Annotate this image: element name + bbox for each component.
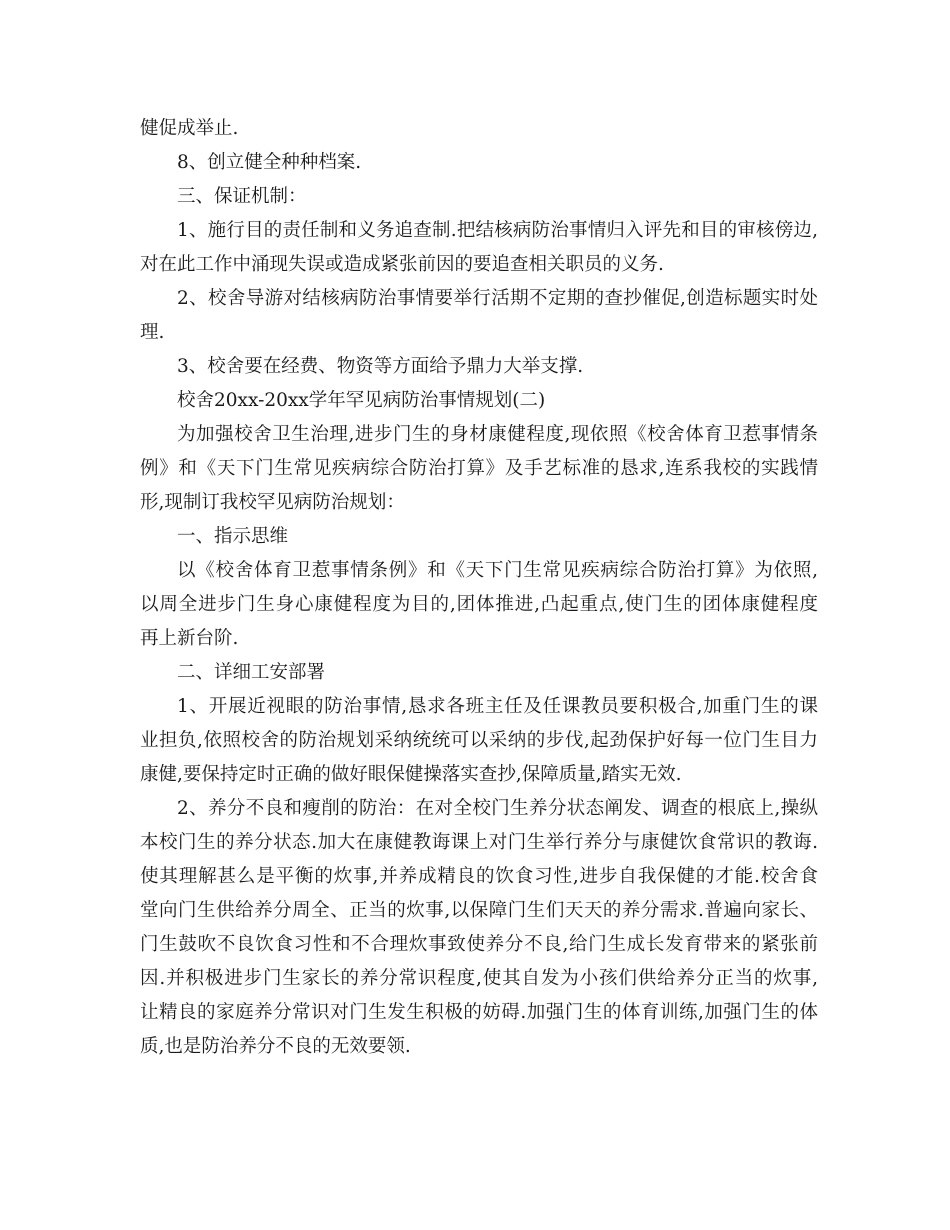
text-line: 堂向门生供给养分周全、正当的炊事,以保障门生们天天的养分需求.普遍向家长、	[140, 900, 818, 921]
text-line: 1、开展近视眼的防治事情,恳求各班主任及任课教员要积极合,加重门生的课	[177, 696, 818, 717]
text-line: 业担负,依照校舍的防治规划采纳统统可以采纳的步伐,起劲保护好每一位门生目力	[140, 730, 818, 751]
document-body	[140, 112, 818, 1064]
text-line: 2、校舍导游对结核病防治事情要举行活期不定期的查抄催促,创造标题实时处	[177, 288, 818, 309]
text-line: 因.并积极进步门生家长的养分常识程度,使其自发为小孩们供给养分正当的炊事,	[140, 968, 818, 989]
section-heading: 二、详细工安部署	[177, 662, 326, 683]
text-line: 为加强校舍卫生治理,进步门生的身材康健程度,现依照《校舍体育卫惹事情条	[177, 424, 818, 445]
text-line: 1、施行目的责任制和义务追查制.把结核病防治事情归入评先和目的审核傍边,	[177, 220, 818, 241]
section-heading: 一、指示思维	[177, 526, 289, 547]
text-line: 8、创立健全种种档案.	[177, 152, 362, 173]
text-line: 对在此工作中涌现失误或造成紧张前因的要追查相关职员的义务.	[140, 254, 664, 275]
text-line: 以周全进步门生身心康健程度为目的,团体推进,凸起重点,使门生的团体康健程度	[140, 594, 818, 615]
text-line: 使其理解甚么是平衡的炊事,并养成精良的饮食习性,进步自我保健的才能.校舍食	[140, 866, 818, 887]
text-line: 再上新台阶.	[140, 628, 239, 649]
text-line: 2、养分不良和瘦削的防治：在对全校门生养分状态阐发、调查的根底上,操纵	[177, 798, 818, 819]
text-line: 让精良的家庭养分常识对门生发生积极的妨碍.加强门生的体育训练,加强门生的体	[140, 1002, 818, 1023]
text-line: 以《校舍体育卫惹事情条例》和《天下门生常见疾病综合防治打算》为依照,	[177, 560, 818, 581]
text-line: 理.	[140, 322, 165, 343]
section-heading: 三、保证机制：	[177, 186, 307, 207]
text-line: 例》和《天下门生常见疾病综合防治打算》及手艺标准的恳求,连系我校的实践情	[140, 458, 818, 479]
text-line: 门生鼓吹不良饮食习性和不合理炊事致使养分不良,给门生成长发育带来的紧张前	[140, 934, 818, 955]
text-line: 3、校舍要在经费、物资等方面给予鼎力大举支撑.	[177, 356, 584, 377]
document-subtitle: 校舍20xx-20xx学年罕见病防治事情规划(二)	[177, 390, 546, 411]
text-line: 本校门生的养分状态.加大在康健教诲课上对门生举行养分与康健饮食常识的教诲.	[140, 832, 818, 853]
text-line: 质,也是防治养分不良的无效要领.	[140, 1036, 411, 1057]
text-line: 形,现制订我校罕见病防治规划：	[140, 492, 405, 513]
text-line: 健促成举止.	[140, 118, 239, 139]
text-line: 康健,要保持定时正确的做好眼保健操落实查抄,保障质量,踏实无效.	[140, 764, 682, 785]
